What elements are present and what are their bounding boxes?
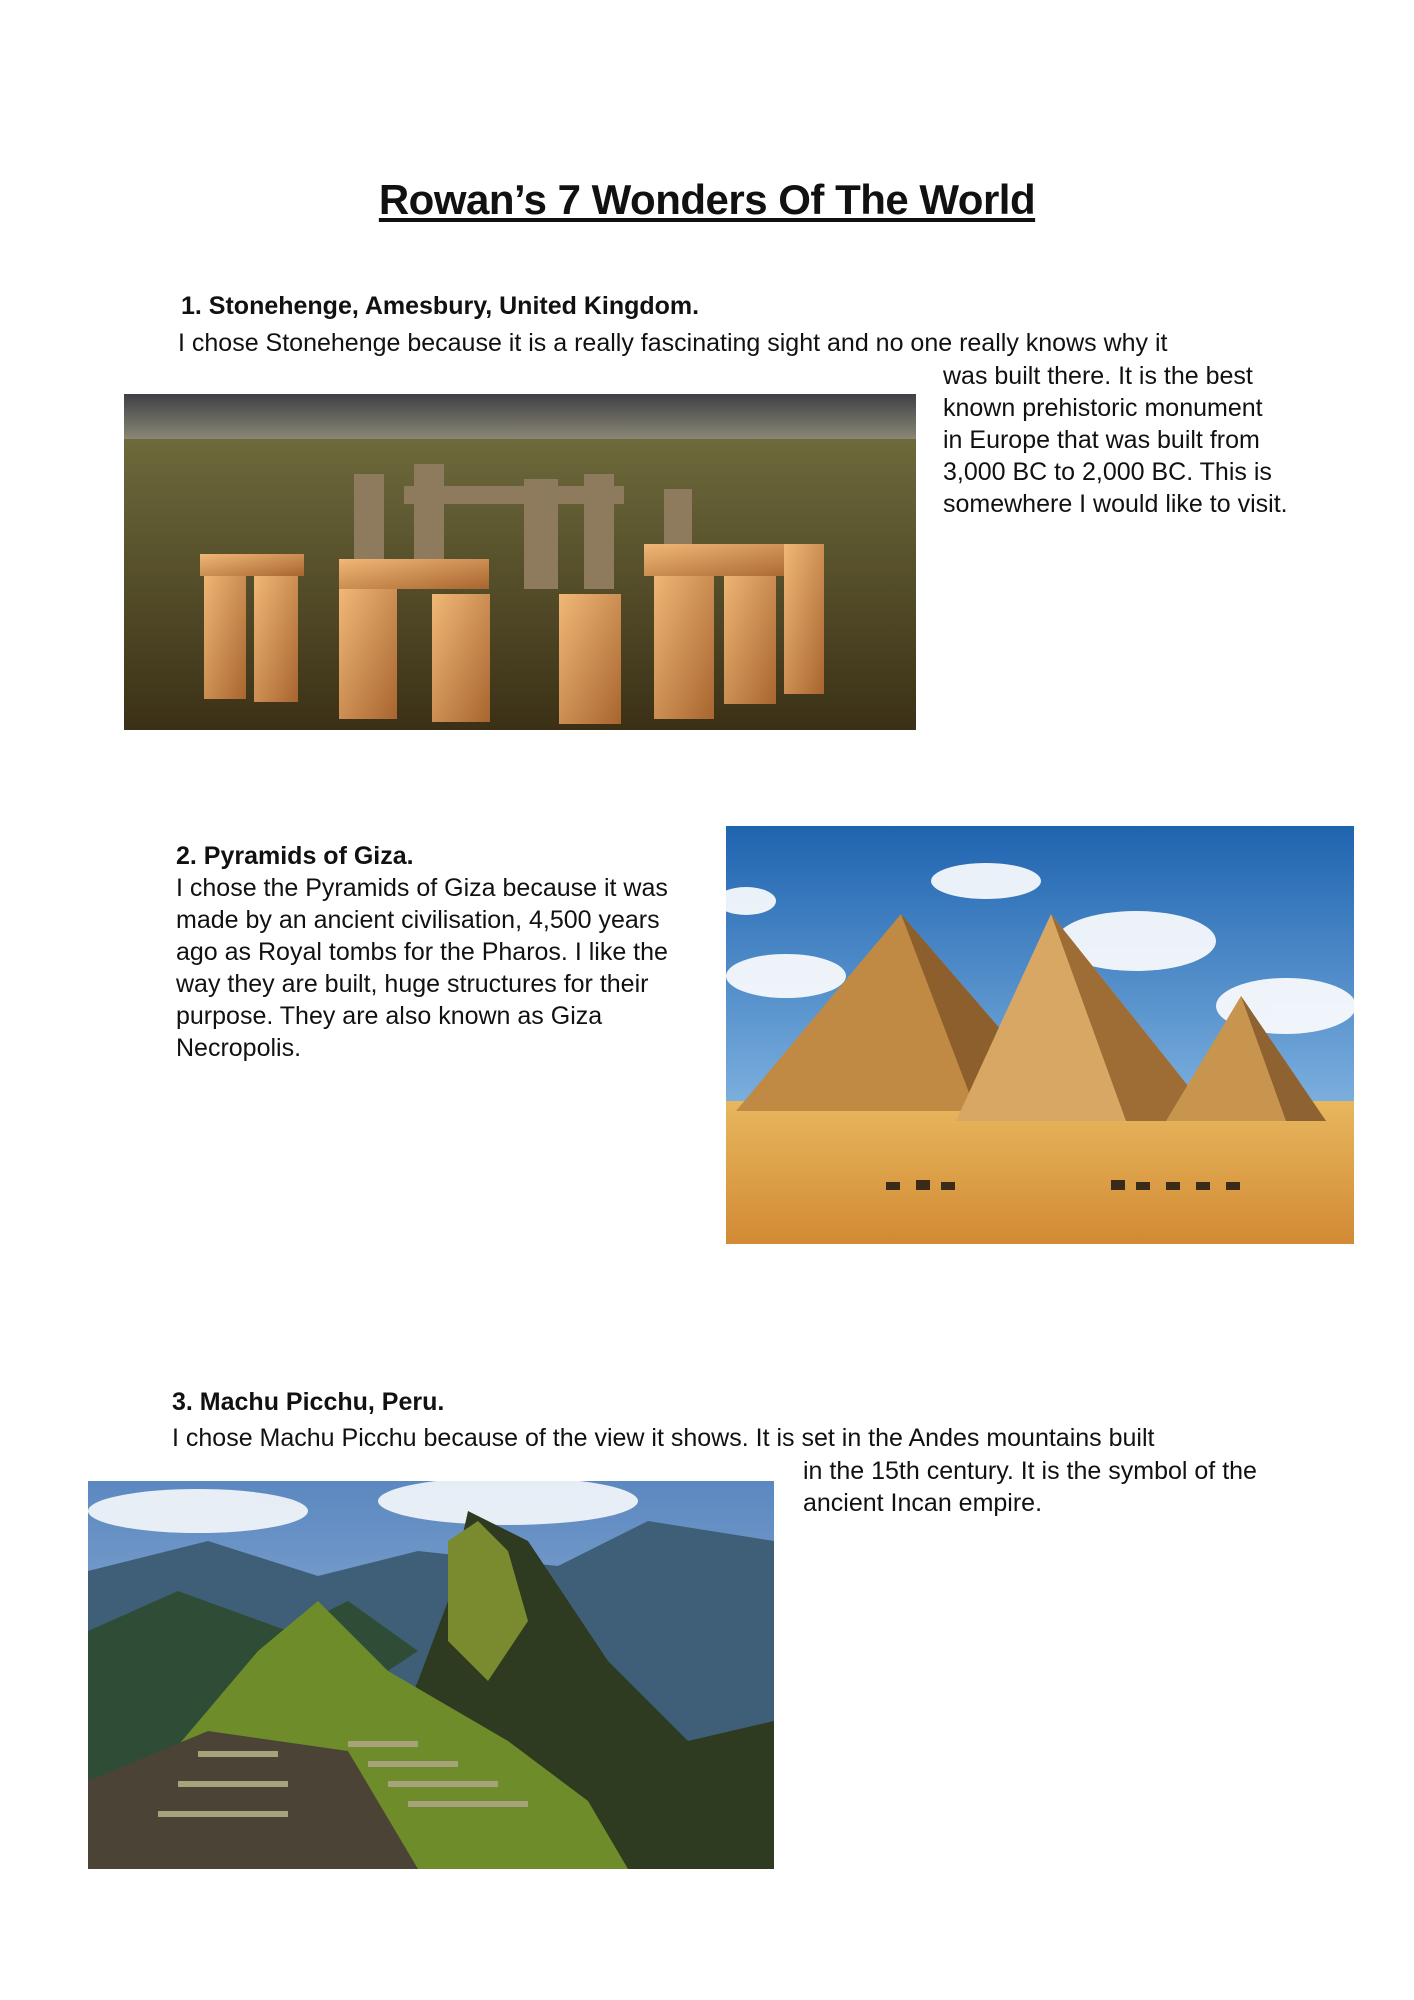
wonder-1-first-line: I chose Stonehenge because it is a really fascinating sight and no one really knows why it xyxy=(178,329,1168,357)
wonder-3-first-line: I chose Machu Picchu because of the view it shows. It is set in the Andes mountains built xyxy=(172,1424,1155,1452)
wonder-3-heading: 3. Machu Picchu, Peru. xyxy=(172,1388,445,1416)
wonder-2-text: I chose the Pyramids of Giza because it was made by an ancient civilisation, 4,500 years ago as Royal tombs for the Pharos. I like the way they are built, huge structures for their purpose. They are also known as Giza Necropolis. xyxy=(176,874,668,1062)
pyramids-photo xyxy=(726,826,1354,1244)
page-title: Rowan’s 7 Wonders Of The World xyxy=(378,176,1036,223)
wonder-3-side-text: in the 15th century. It is the symbol of the ancient Incan empire. xyxy=(803,1457,1257,1517)
stonehenge-photo xyxy=(124,394,916,730)
wonder-1-heading: 1. Stonehenge, Amesbury, United Kingdom. xyxy=(181,292,700,320)
machu-picchu-photo xyxy=(88,1481,774,1869)
wonder-1-side-text: was built there. It is the best known prehistoric monument in Europe that was built from 3,000 BC to 2,000 BC. This is somewhere I would like to visit. xyxy=(943,362,1288,518)
wonder-2-heading: 2. Pyramids of Giza. xyxy=(176,842,414,870)
